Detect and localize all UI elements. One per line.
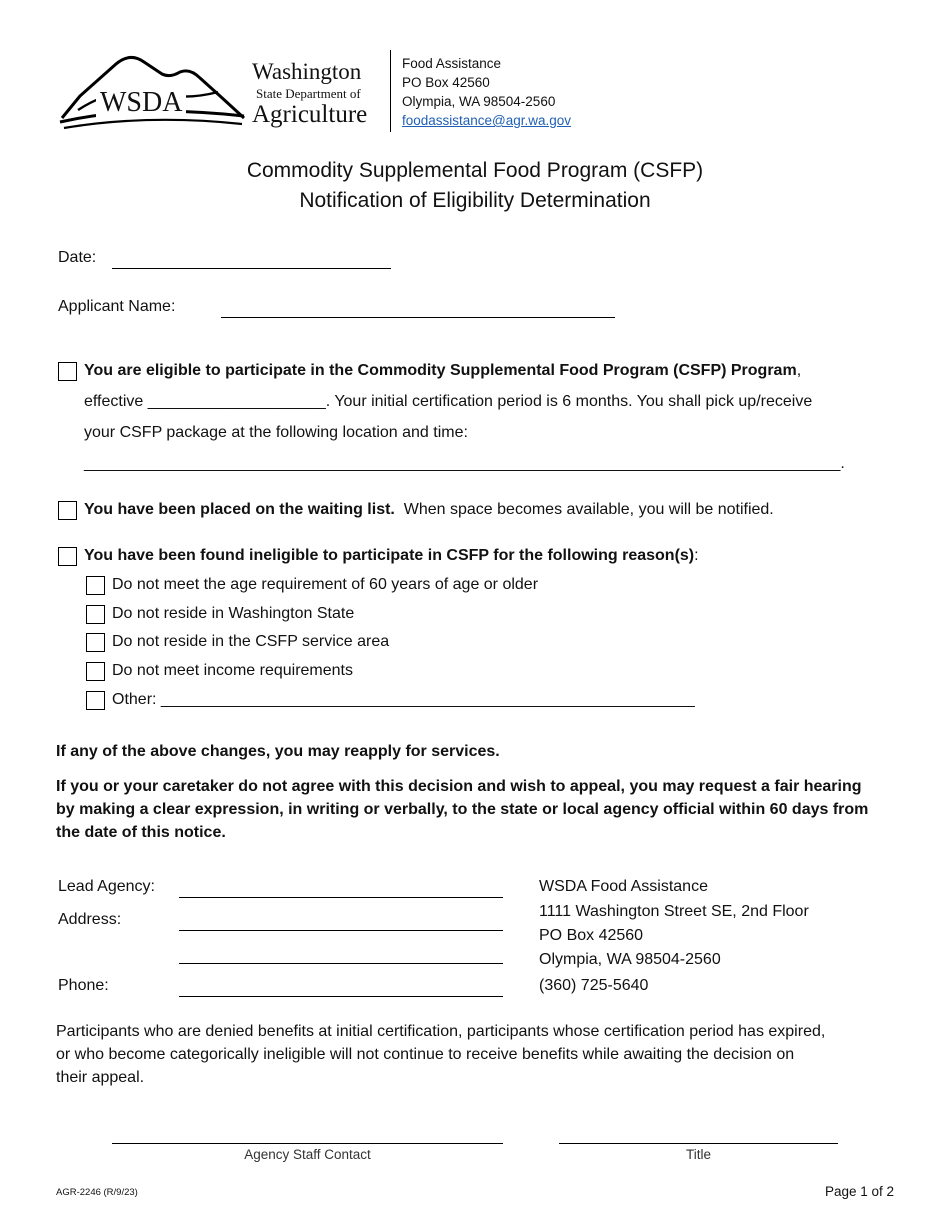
logo-line-washington: Washington <box>252 59 362 84</box>
applicant-name-label: Applicant Name: <box>58 298 176 315</box>
appeal-notice-line1: If you or your caretaker do not agree with this decision and wish to appeal, you may request a fair hearing <box>56 778 862 795</box>
contact-po-box: PO Box 42560 <box>402 75 490 90</box>
contact-city: Olympia, WA 98504-2560 <box>402 94 556 109</box>
waiting-list-statement <box>84 500 774 520</box>
eligible-checkbox[interactable] <box>58 362 77 381</box>
address-input-line-1[interactable] <box>179 930 503 931</box>
form-title-line1: Commodity Supplemental Food Program (CSFP) <box>246 159 704 182</box>
logo-line-state-dept: State Department of <box>256 86 361 101</box>
header-divider <box>390 50 391 132</box>
waiting-list-bold: You have been placed on the waiting list. <box>84 501 395 518</box>
form-title-line2: Notification of Eligibility Determination <box>299 189 651 212</box>
reason-checkbox-residence[interactable] <box>86 605 105 624</box>
date-label: Date: <box>58 249 97 266</box>
wsda-address-line-2: 1111 Washington Street SE, 2nd Floor <box>539 903 809 920</box>
appeal-notice-line3: the date of this notice. <box>56 824 226 841</box>
contact-dept: Food Assistance <box>402 56 502 71</box>
participants-note-line2: or who become categorically ineligible will not continue to receive benefits while awaiting the decision on <box>56 1046 795 1063</box>
phone-label: Phone: <box>58 977 109 994</box>
lead-agency-label: Lead Agency: <box>58 878 155 895</box>
participants-note-line3: their appeal. <box>56 1069 145 1086</box>
wsda-address-line-4: Olympia, WA 98504-2560 <box>539 951 721 968</box>
ineligible-statement <box>84 546 699 566</box>
agency-staff-signature-line[interactable] <box>112 1143 503 1144</box>
reason-checkbox-other[interactable] <box>86 691 105 710</box>
reason-label-residence: Do not reside in Washington State <box>112 605 355 622</box>
wsda-phone: (360) 725-5640 <box>539 977 649 994</box>
eligible-effective-line: effective ____________________. Your initial certification period is 6 months. You shall pick up/receive <box>84 393 813 410</box>
wsda-address-line-3: PO Box 42560 <box>539 927 644 944</box>
contact-email-link[interactable]: foodassistance@agr.wa.gov <box>402 113 572 128</box>
eligible-statement-bold: You are eligible to participate in the Commodity Supplemental Food Program (CSFP) Program <box>84 362 797 379</box>
reason-label-other: Other: ____________________________________________________________ <box>112 691 695 708</box>
reason-label-income: Do not meet income requirements <box>112 662 353 679</box>
eligible-statement <box>84 361 801 381</box>
address-label: Address: <box>58 911 122 928</box>
form-number: AGR-2246 (R/9/23) <box>56 1187 138 1198</box>
participants-note-line1: Participants who are denied benefits at initial certification, participants whose certification period has expired, <box>56 1023 826 1040</box>
date-input-line[interactable] <box>112 268 391 269</box>
ineligible-bold: You have been found ineligible to participate in CSFP for the following reason(s) <box>84 547 695 564</box>
title-caption: Title <box>685 1147 711 1162</box>
agency-staff-caption: Agency Staff Contact <box>244 1147 371 1162</box>
waiting-list-rest: When space becomes available, you will be notified. <box>403 501 774 518</box>
ineligible-checkbox[interactable] <box>58 547 77 566</box>
logo-line-agriculture: Agriculture <box>252 101 368 128</box>
applicant-name-input-line[interactable] <box>221 317 615 318</box>
reason-checkbox-service-area[interactable] <box>86 633 105 652</box>
reason-checkbox-income[interactable] <box>86 662 105 681</box>
eligible-location-blank: _____________________________________________________________________________________. <box>84 455 845 472</box>
phone-input-line[interactable] <box>179 996 503 997</box>
title-signature-line[interactable] <box>559 1143 838 1144</box>
eligible-location-line: your CSFP package at the following location and time: <box>84 424 468 441</box>
logo-abbrev: WSDA <box>96 88 186 118</box>
eligible-comma: , <box>796 362 802 379</box>
lead-agency-input-line[interactable] <box>179 897 503 898</box>
ineligible-colon: : <box>694 547 699 564</box>
appeal-notice-line2: by making a clear expression, in writing or verbally, to the state or local agency official within 60 days from <box>56 801 869 818</box>
reapply-notice: If any of the above changes, you may reapply for services. <box>56 743 500 760</box>
reason-label-service-area: Do not reside in the CSFP service area <box>112 633 390 650</box>
page-number: Page 1 of 2 <box>824 1184 894 1199</box>
wsda-address-line-1: WSDA Food Assistance <box>539 878 708 895</box>
reason-checkbox-age[interactable] <box>86 576 105 595</box>
reason-label-age: Do not meet the age requirement of 60 years of age or older <box>112 576 539 593</box>
address-input-line-2[interactable] <box>179 963 503 964</box>
waiting-list-checkbox[interactable] <box>58 501 77 520</box>
